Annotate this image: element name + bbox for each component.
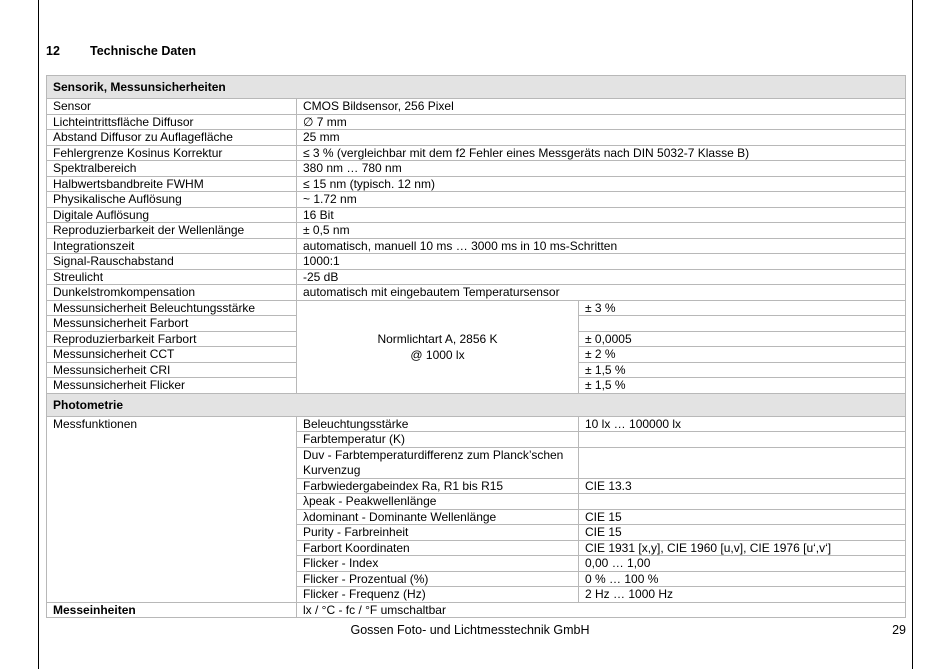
spec-label: Lichteintrittsfläche Diffusor [47,114,297,130]
spec-label: Messunsicherheit Farbort [47,316,297,332]
function-name: Purity - Farbreinheit [297,525,579,541]
spec-label: Halbwertsbandbreite FWHM [47,176,297,192]
spec-value: ≤ 3 % (vergleichbar mit dem f2 Fehler eines Messgeräts nach DIN 5032-7 Klasse B) [297,145,906,161]
spec-value: ± 0,0005 [579,331,906,347]
spec-row [47,285,906,301]
function-value: 0,00 … 1,00 [579,556,906,572]
function-name: Duv - Farbtemperaturdifferenz zum Planck’schen Kurvenzug [297,447,579,478]
function-value: CIE 15 [579,509,906,525]
spec-value: 1000:1 [297,254,906,270]
spec-row [47,99,906,115]
group-title: Sensorik, Messunsicherheiten [47,76,906,99]
spec-label: Reproduzierbarkeit der Wellenlänge [47,223,297,239]
function-name: Flicker - Frequenz (Hz) [297,587,579,603]
spec-label: Abstand Diffusor zu Auflagefläche [47,130,297,146]
spec-row [47,145,906,161]
spec-value: CMOS Bildsensor, 256 Pixel [297,99,906,115]
spec-label: Signal-Rauschabstand [47,254,297,270]
spec-value: automatisch mit eingebautem Temperatursensor [297,285,906,301]
condition-illuminance: @ 1000 lx [410,347,465,362]
function-value: 2 Hz … 1000 Hz [579,587,906,603]
group-header-sensorik [47,76,906,99]
right-margin-line [912,0,913,669]
section-number: 12 [46,44,60,58]
spec-value: ~ 1.72 nm [297,192,906,208]
spec-row [47,192,906,208]
spec-label: Digitale Auflösung [47,207,297,223]
uncertainty-row [47,300,906,316]
spec-value: ≤ 15 nm (typisch. 12 nm) [297,176,906,192]
footer-company: Gossen Foto- und Lichtmesstechnik GmbH [350,623,590,637]
units-label: Messeinheiten [47,602,297,618]
spec-row [47,223,906,239]
function-value [579,447,906,478]
spec-value: 16 Bit [297,207,906,223]
function-value: CIE 1931 [x,y], CIE 1960 [u,v], CIE 1976 [u‘,v‘] [579,540,906,556]
spec-value: ± 0,5 nm [297,223,906,239]
spec-label: Dunkelstromkompensation [47,285,297,301]
spec-value: 25 mm [297,130,906,146]
function-value: 10 lx … 100000 lx [579,416,906,432]
function-value: 0 % … 100 % [579,571,906,587]
spec-value [579,316,906,332]
spec-value: -25 dB [297,269,906,285]
function-name: λdominant - Dominante Wellenlänge [297,509,579,525]
spec-row [47,254,906,270]
function-name: Farbort Koordinaten [297,540,579,556]
function-row [47,416,906,432]
spec-row [47,269,906,285]
function-name: Beleuchtungsstärke [297,416,579,432]
functions-label: Messfunktionen [47,416,297,602]
spec-row [47,161,906,177]
spec-table [46,75,906,618]
units-row [47,602,906,618]
spec-label: Streulicht [47,269,297,285]
function-name: Farbtemperatur (K) [297,432,579,448]
spec-label: Integrationszeit [47,238,297,254]
spec-value: ∅ 7 mm [297,114,906,130]
spec-label: Physikalische Auflösung [47,192,297,208]
left-margin-line [38,0,39,669]
spec-label: Sensor [47,99,297,115]
spec-value: ± 1,5 % [579,362,906,378]
spec-row [47,207,906,223]
function-value [579,494,906,510]
function-name: Flicker - Prozentual (%) [297,571,579,587]
spec-row [47,130,906,146]
spec-value: ± 1,5 % [579,378,906,394]
spec-label: Spektralbereich [47,161,297,177]
group-title: Photometrie [47,393,906,416]
spec-label: Messunsicherheit Flicker [47,378,297,394]
spec-label: Messunsicherheit CCT [47,347,297,363]
spec-value: automatisch, manuell 10 ms … 3000 ms in 10 ms-Schritten [297,238,906,254]
function-value: CIE 13.3 [579,478,906,494]
function-name: Flicker - Index [297,556,579,572]
spec-value: 380 nm … 780 nm [297,161,906,177]
condition-illuminant: Normlichtart A, 2856 K [377,331,498,346]
spec-value: ± 2 % [579,347,906,363]
section-heading [46,44,196,58]
spec-row [47,238,906,254]
spec-label: Messunsicherheit CRI [47,362,297,378]
function-name: λpeak - Peakwellenlänge [297,494,579,510]
spec-label: Reproduzierbarkeit Farbort [47,331,297,347]
spec-label: Messunsicherheit Beleuchtungsstärke [47,300,297,316]
page-number: 29 [892,623,906,637]
section-title: Technische Daten [90,44,197,58]
units-value: lx / °C - fc / °F umschaltbar [297,602,906,618]
spec-row [47,176,906,192]
spec-value: ± 3 % [579,300,906,316]
spec-row [47,114,906,130]
group-header-photometrie [47,393,906,416]
function-name: Farbwiedergabeindex Ra, R1 bis R15 [297,478,579,494]
spec-label: Fehlergrenze Kosinus Korrektur [47,145,297,161]
measurement-condition [297,300,579,393]
function-value: CIE 15 [579,525,906,541]
function-value [579,432,906,448]
